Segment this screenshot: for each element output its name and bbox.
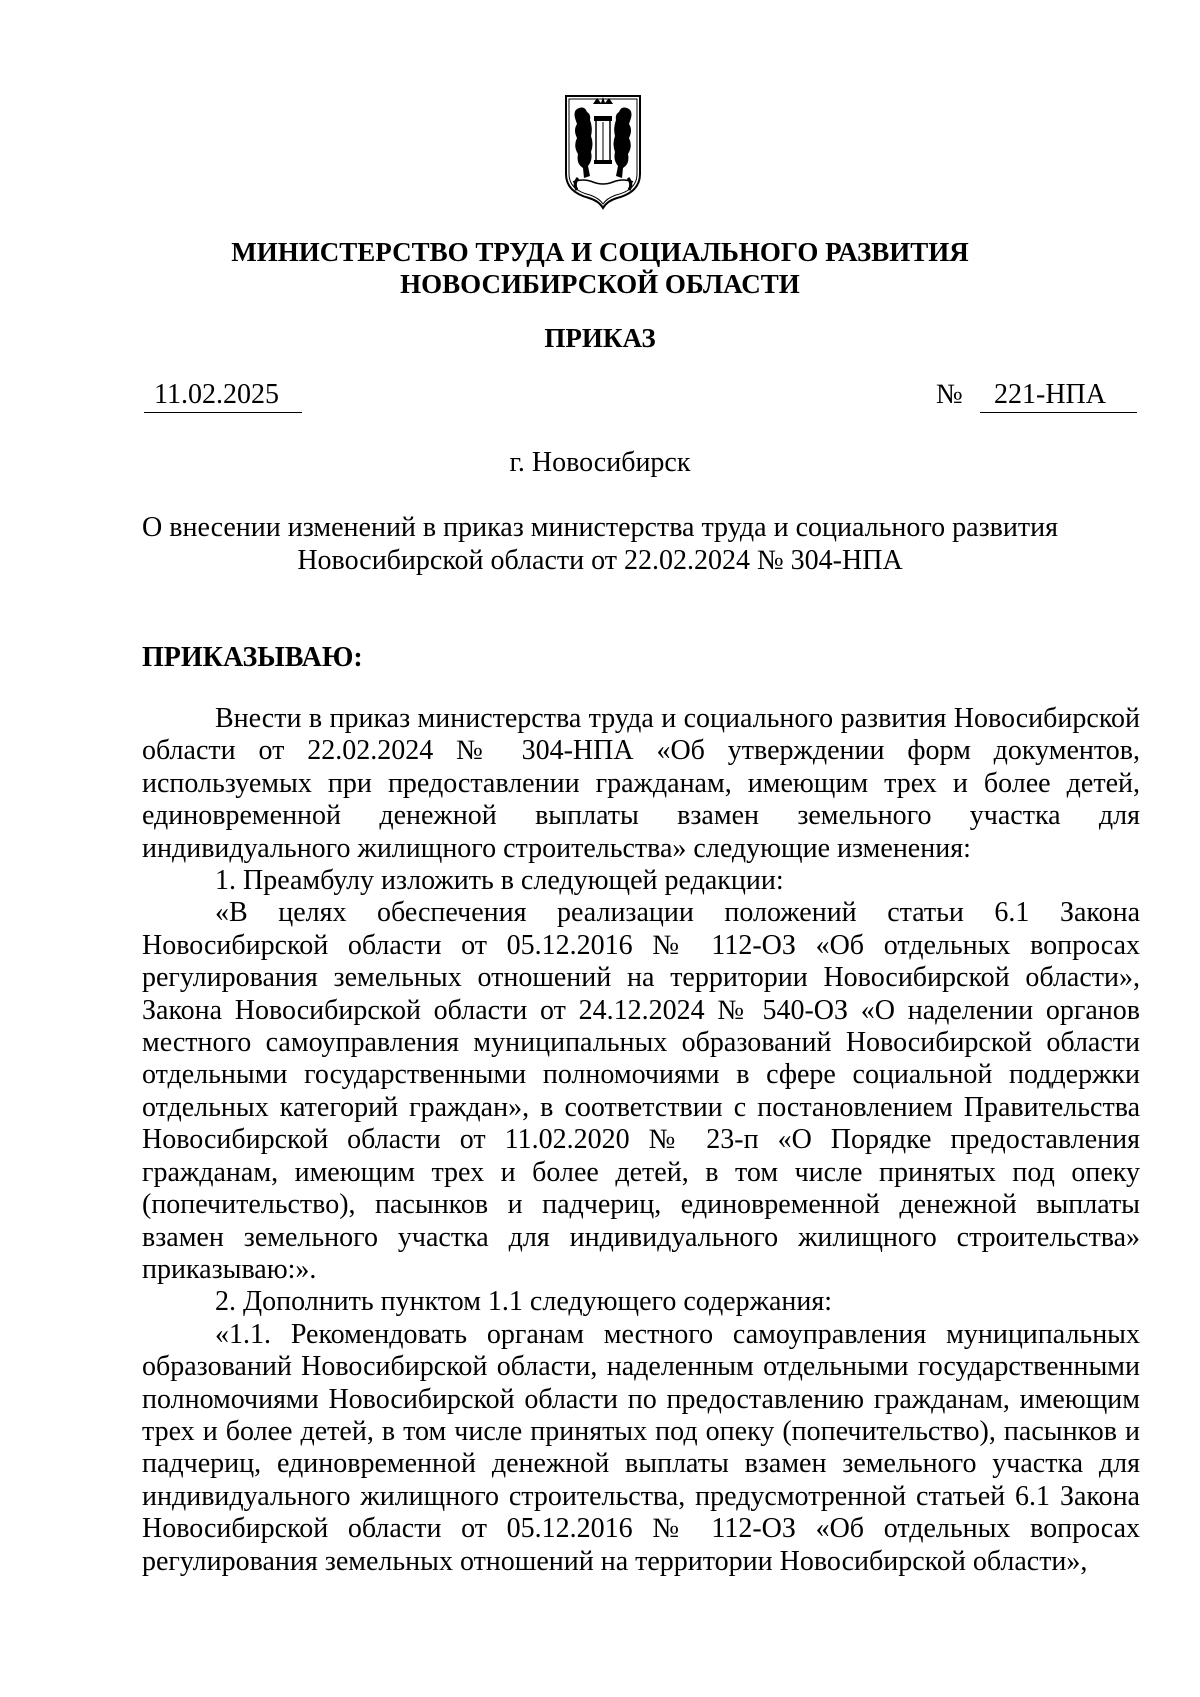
- order-directive-word: ПРИКАЗЫВАЮ:: [142, 642, 363, 673]
- order-date: 11.02.2025: [144, 378, 302, 413]
- body-paragraph: 1. Преамбулу изложить в следующей редакции:: [215, 865, 784, 897]
- order-body: [142, 703, 1140, 1578]
- city-line: г. Новосибирск: [509, 447, 691, 478]
- body-paragraph: «В целях обеспечения реализации положений статьи 6.1 Закона Новосибирской области от 05.12.2016 № 112-ОЗ «Об отдельных вопросах регулирования земельных отношений на территории Новосибирской области», Закона Новосибирской области от 24.12.2024 № 540-ОЗ «О наделении органов местного самоуправления муниципальных образований Новосибирской области отдельными государственными полномочиями в сфере социальной поддержки отдельных категорий граждан», в соответствии с постановлением Правительства Новосибирской области от 11.02.2020 № 23-п «О Порядке предоставления гражданам, имеющим трех и более детей, в том числе принятых под опеку (попечительство), пасынков и падчериц, единовременной денежной выплаты взамен земельного участка для индивидуального жилищного строительства» приказываю:».: [142, 897, 1140, 1285]
- document-type-title: ПРИКАЗ: [544, 323, 656, 353]
- subject-line1: О внесении изменений в приказ министерства труда и социального развития: [142, 512, 1058, 543]
- order-subject: [130, 511, 1070, 577]
- body-paragraph: 2. Дополнить пунктом 1.1 следующего содержания:: [215, 1286, 833, 1318]
- coat-of-arms-icon: [563, 94, 643, 210]
- order-number: 221-НПА: [980, 378, 1137, 413]
- body-paragraph: «1.1. Рекомендовать органам местного самоуправления муниципальных образований Новосибирской области, наделенным отдельными государственными полномочиями Новосибирской области по предоставлению гражданам, имеющим трех и более детей, в том числе принятых под опеку (попечительство), пасынков и падчериц, единовременной денежной выплаты взамен земельного участка для индивидуального жилищного строительства, предусмотренной статьей 6.1 Закона Новосибирской области от 05.12.2016 № 112-ОЗ «Об отдельных вопросах регулирования земельных отношений на территории Новосибирской области»,: [142, 1318, 1140, 1577]
- body-paragraph: Внести в приказ министерства труда и социального развития Новосибирской области от 22.02.2024 № 304-НПА «Об утверждении форм документов, используемых при предоставлении гражданам, имеющим трех и более детей, единовременной денежной выплаты взамен земельного участка для индивидуального жилищного строительства» следующие изменения:: [142, 703, 1140, 864]
- ministry-name-line1: МИНИСТЕРСТВО ТРУДА И СОЦИАЛЬНОГО РАЗВИТИЯ: [231, 237, 969, 267]
- subject-line2: Новосибирской области от 22.02.2024 № 304-НПА: [297, 545, 903, 576]
- ministry-name-line2: НОВОСИБИРСКОЙ ОБЛАСТИ: [400, 269, 800, 299]
- ministry-name: [130, 236, 1070, 300]
- number-sign: №: [936, 379, 963, 410]
